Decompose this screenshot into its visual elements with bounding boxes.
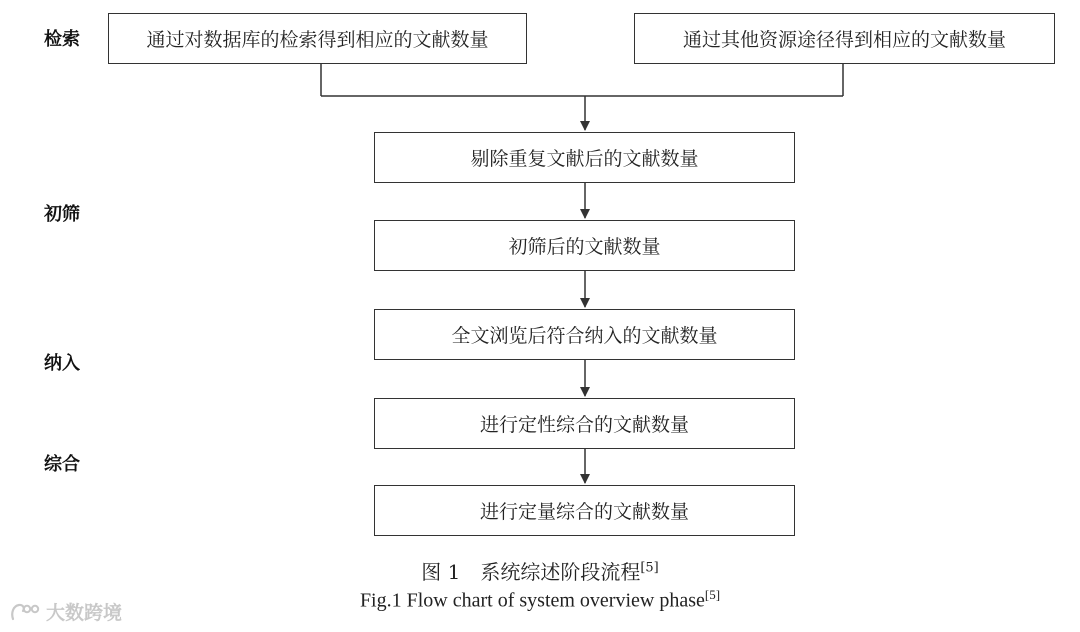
figure-title-english: Fig.1 Flow chart of system overview phase	[359, 589, 705, 612]
box-after-dedup: 剔除重复文献后的文献数量	[374, 132, 795, 183]
box-after-screening: 初筛后的文献数量	[374, 220, 795, 271]
stage-label-retrieval: 检索	[44, 29, 80, 50]
watermark-logo-icon	[10, 601, 40, 623]
box-fulltext-included: 全文浏览后符合纳入的文献数量	[374, 309, 795, 360]
box-quantitative-synthesis: 进行定量综合的文献数量	[374, 485, 795, 536]
stage-label-screening: 初筛	[44, 204, 80, 225]
figure-title-chinese: 系统综述阶段流程	[480, 560, 641, 584]
box-other-sources: 通过其他资源途径得到相应的文献数量	[634, 13, 1055, 64]
stage-label-synthesis: 综合	[44, 454, 80, 475]
box-qualitative-synthesis: 进行定性综合的文献数量	[374, 398, 795, 449]
stage-label-inclusion: 纳入	[44, 353, 80, 374]
watermark-text: 大数跨境	[46, 602, 123, 624]
figure-number: 图 1	[421, 560, 461, 584]
watermark	[10, 598, 122, 625]
figure-caption-chinese	[0, 556, 1080, 585]
figure-ref-english: [5]	[704, 587, 721, 602]
box-database-search: 通过对数据库的检索得到相应的文献数量	[108, 13, 527, 64]
figure-ref-chinese: [5]	[640, 560, 659, 576]
figure-caption-english	[0, 587, 1080, 613]
